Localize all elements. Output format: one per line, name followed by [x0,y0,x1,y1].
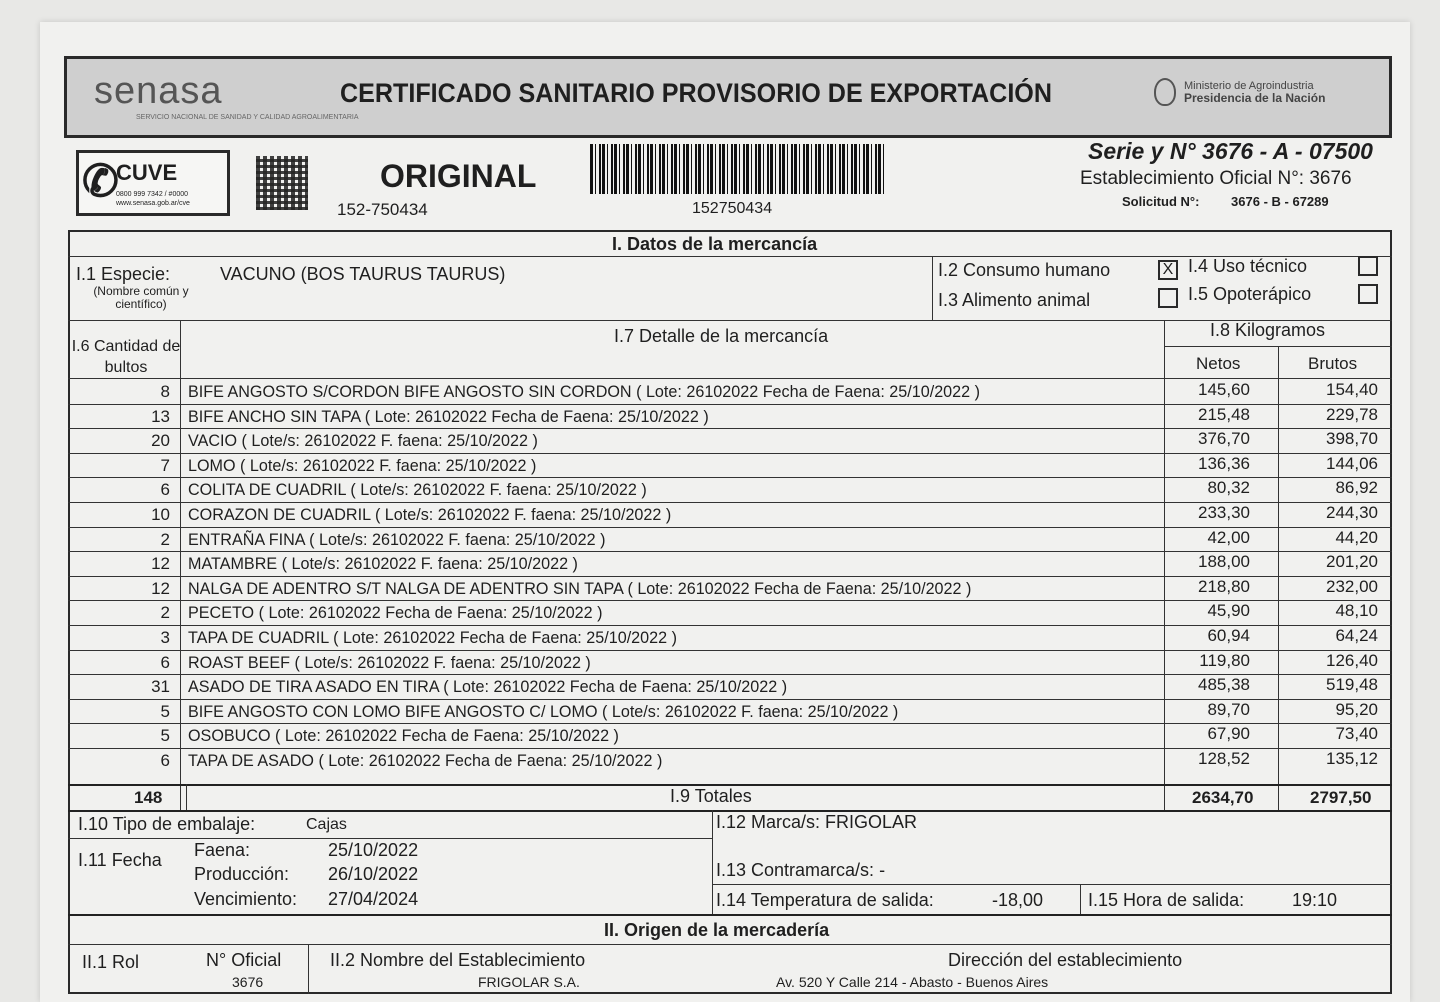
row-description: PECETO ( Lote: 26102022 Fecha de Faena: 25/10/2022 ) [188,603,603,623]
row-netos: 119,80 [1199,650,1250,670]
row-quantity: 2 [160,603,170,623]
row-netos: 128,52 [1198,749,1250,768]
row-description: BIFE ANGOSTO S/CORDON BIFE ANGOSTO SIN CORDON ( Lote: 26102022 Fecha de Faena: 25/10/2022 ) [188,382,980,401]
ministry-label [1184,80,1325,104]
kilogramos-header: I.8 Kilogramos [1210,320,1326,340]
row-netos: 218,80 [1198,576,1250,596]
senasa-logo: senasa [94,70,223,112]
table-row [70,528,1392,553]
fecha-label: I.11 Fecha [78,850,162,870]
opoterapico-checkbox[interactable] [1358,284,1378,304]
table-row [70,577,1392,602]
row-netos: 215,48 [1198,404,1250,424]
row-quantity: 6 [160,480,170,500]
ministry-line-2: Presidencia de la Nación [1184,91,1326,105]
senasa-logo-subtitle: SERVICIO NACIONAL DE SANIDAD Y CALIDAD AGROALIMENTARIA [136,114,359,121]
direccion-label: Dirección del establecimiento [948,950,1183,970]
row-description: MATAMBRE ( Lote/s: 26102022 F. faena: 25/10/2022 ) [188,554,578,574]
cuve-contact [116,190,190,208]
row-netos: 376,70 [1198,429,1250,449]
row-brutos: 44,20 [1335,527,1378,547]
especie-note: (Nombre común y científico) [93,284,189,311]
faena-label: Faena: [194,840,251,860]
rol-label: II.1 Rol [82,952,140,972]
row-quantity: 3 [160,628,170,647]
row-brutos: 229,78 [1326,404,1378,424]
uso-tecnico-checkbox[interactable] [1358,256,1378,276]
table-row [70,454,1392,479]
row-quantity: 31 [151,677,170,697]
row-description: COLITA DE CUADRIL ( Lote/s: 26102022 F. faena: 25/10/2022 ) [188,480,647,500]
cuve-phone: 0800 999 7342 / #0000 [116,191,189,198]
table-row [70,503,1392,528]
row-netos: 80,32 [1207,478,1250,498]
section-1-title: I. Datos de la mercancía [612,234,818,254]
table-row [70,429,1392,454]
row-quantity: 12 [151,578,170,598]
certificate-document [64,44,1394,994]
totals-brutos: 2797,50 [1310,788,1372,807]
consumo-humano-label: I.2 Consumo humano [938,260,1111,280]
totals-netos: 2634,70 [1192,788,1254,807]
alimento-animal-checkbox[interactable] [1158,288,1178,308]
produccion-label: Producción: [194,864,290,884]
row-netos: 485,38 [1198,675,1250,695]
row-brutos: 126,40 [1326,650,1378,670]
row-quantity: 12 [151,554,170,574]
barcode-number: 152750434 [692,200,773,217]
barcode-icon [590,144,884,194]
temperatura-value: -18,00 [992,890,1044,910]
row-quantity: 10 [151,505,170,524]
cantidad-header: I.6 Cantidad de bultos [71,338,181,376]
alimento-animal-label: I.3 Alimento animal [938,290,1091,310]
cuve-web: www.senasa.gob.ar/cve [116,200,190,207]
oficial-value: 3676 [232,974,264,990]
row-netos: 42,00 [1207,527,1250,547]
row-netos: 188,00 [1198,552,1250,572]
table-row [70,700,1392,725]
table-row [70,478,1392,503]
solicitud-value: 3676 - B - 67289 [1231,194,1329,209]
section-2-title: II. Origen de la mercadería [604,920,830,940]
vencimiento-label: Vencimiento: [194,889,298,909]
cuve-label: CUVE [116,160,178,185]
temperatura-label: I.14 Temperatura de salida: [716,890,934,910]
row-brutos: 64,24 [1335,626,1378,645]
solicitud-number [1122,194,1329,209]
row-quantity: 20 [151,431,170,451]
produccion-value: 26/10/2022 [328,864,419,884]
direccion-value: Av. 520 Y Calle 214 - Abasto - Buenos Aires [776,974,1049,990]
row-brutos: 73,40 [1335,724,1378,744]
totals-label: I.9 Totales [670,786,752,806]
table-row [70,601,1392,626]
row-brutos: 232,00 [1326,576,1378,596]
original-number: 152-750434 [337,200,428,219]
embalaje-label: I.10 Tipo de embalaje: [78,814,256,834]
oficial-label: N° Oficial [206,950,282,970]
especie-value: VACUNO (BOS TAURUS TAURUS) [220,264,506,284]
row-description: TAPA DE ASADO ( Lote: 26102022 Fecha de Faena: 25/10/2022 ) [188,751,663,770]
totals-quantity: 148 [134,788,163,807]
opoterapico-label: I.5 Opoterápico [1188,284,1312,304]
row-description: BIFE ANGOSTO CON LOMO BIFE ANGOSTO C/ LOMO ( Lote/s: 26102022 F. faena: 25/10/2022 ) [188,701,899,721]
document-title: CERTIFICADO SANITARIO PROVISORIO DE EXPORTACIÓN [340,78,1052,108]
establishment-number: Establecimiento Oficial N°: 3676 [1080,168,1352,189]
phone-icon: ✆ [82,157,119,206]
especie-label: I.1 Especie: [76,264,171,284]
row-netos: 67,90 [1207,724,1250,744]
ministry-line-1: Ministerio de Agroindustria [1184,80,1314,92]
row-description: ENTRAÑA FINA ( Lote/s: 26102022 F. faena: 25/10/2022 ) [188,529,606,549]
row-description: BIFE ANCHO SIN TAPA ( Lote: 26102022 Fecha de Faena: 25/10/2022 ) [188,406,709,426]
row-netos: 233,30 [1198,503,1250,522]
row-brutos: 144,06 [1326,453,1378,473]
row-description: ROAST BEEF ( Lote/s: 26102022 F. faena: 25/10/2022 ) [188,652,591,672]
table-row [70,749,1392,774]
embalaje-value: Cajas [306,816,347,833]
qr-code-icon [256,156,308,210]
row-netos: 60,94 [1207,626,1250,645]
row-quantity: 13 [151,406,170,426]
row-brutos: 398,70 [1326,429,1378,449]
row-description: ASADO DE TIRA ASADO EN TIRA ( Lote: 26102022 Fecha de Faena: 25/10/2022 ) [188,677,788,697]
row-netos: 89,70 [1207,699,1250,719]
original-label: ORIGINAL [380,158,537,194]
row-brutos: 519,48 [1326,675,1378,695]
national-emblem-icon [1154,78,1176,106]
nombre-establecimiento-label: II.2 Nombre del Establecimiento [330,950,586,970]
row-brutos: 48,10 [1335,601,1378,621]
row-netos: 136,36 [1198,453,1250,473]
row-quantity: 8 [160,382,170,401]
row-quantity: 6 [160,652,170,672]
row-description: OSOBUCO ( Lote: 26102022 Fecha de Faena: 25/10/2022 ) [188,726,619,746]
faena-value: 25/10/2022 [328,840,419,860]
row-brutos: 95,20 [1335,699,1378,719]
uso-tecnico-label: I.4 Uso técnico [1188,256,1308,276]
row-brutos: 86,92 [1335,478,1378,498]
table-row [70,552,1392,577]
marca-label: I.12 Marca/s: FRIGOLAR [716,812,918,832]
brutos-header: Brutos [1308,354,1358,373]
row-brutos: 135,12 [1326,749,1378,768]
netos-header: Netos [1196,354,1241,373]
consumo-humano-checkbox[interactable]: X [1158,260,1178,280]
row-quantity: 7 [160,455,170,475]
row-description: TAPA DE CUADRIL ( Lote: 26102022 Fecha de Faena: 25/10/2022 ) [188,628,677,647]
table-row [70,380,1392,405]
row-brutos: 154,40 [1326,380,1378,399]
contramarca-label: I.13 Contramarca/s: - [716,860,886,880]
table-row [70,405,1392,430]
row-quantity: 5 [160,701,170,721]
row-brutos: 201,20 [1326,552,1378,572]
row-netos: 45,90 [1207,601,1250,621]
hora-label: I.15 Hora de salida: [1088,890,1245,910]
table-row [70,626,1392,651]
hora-value: 19:10 [1292,890,1338,910]
solicitud-label: Solicitud N°: [1122,194,1200,209]
row-description: CORAZON DE CUADRIL ( Lote/s: 26102022 F. faena: 25/10/2022 ) [188,505,672,524]
table-row [70,651,1392,676]
row-description: NALGA DE ADENTRO S/T NALGA DE ADENTRO SIN TAPA ( Lote: 26102022 Fecha de Faena: 25/10/2022 ) [188,578,972,598]
detalle-header: I.7 Detalle de la mercancía [614,326,829,346]
nombre-establecimiento-value: FRIGOLAR S.A. [478,974,580,990]
row-quantity: 6 [160,751,170,770]
row-quantity: 5 [160,726,170,746]
row-netos: 145,60 [1198,380,1250,399]
row-brutos: 244,30 [1326,503,1378,522]
table-row [70,724,1392,749]
vencimiento-value: 27/04/2024 [328,889,419,909]
table-row [70,675,1392,700]
row-description: LOMO ( Lote/s: 26102022 F. faena: 25/10/2022 ) [188,455,537,475]
row-description: VACIO ( Lote/s: 26102022 F. faena: 25/10/2022 ) [188,431,538,451]
serie-number: Serie y N° 3676 - A - 07500 [1088,138,1373,164]
row-quantity: 2 [160,529,170,549]
